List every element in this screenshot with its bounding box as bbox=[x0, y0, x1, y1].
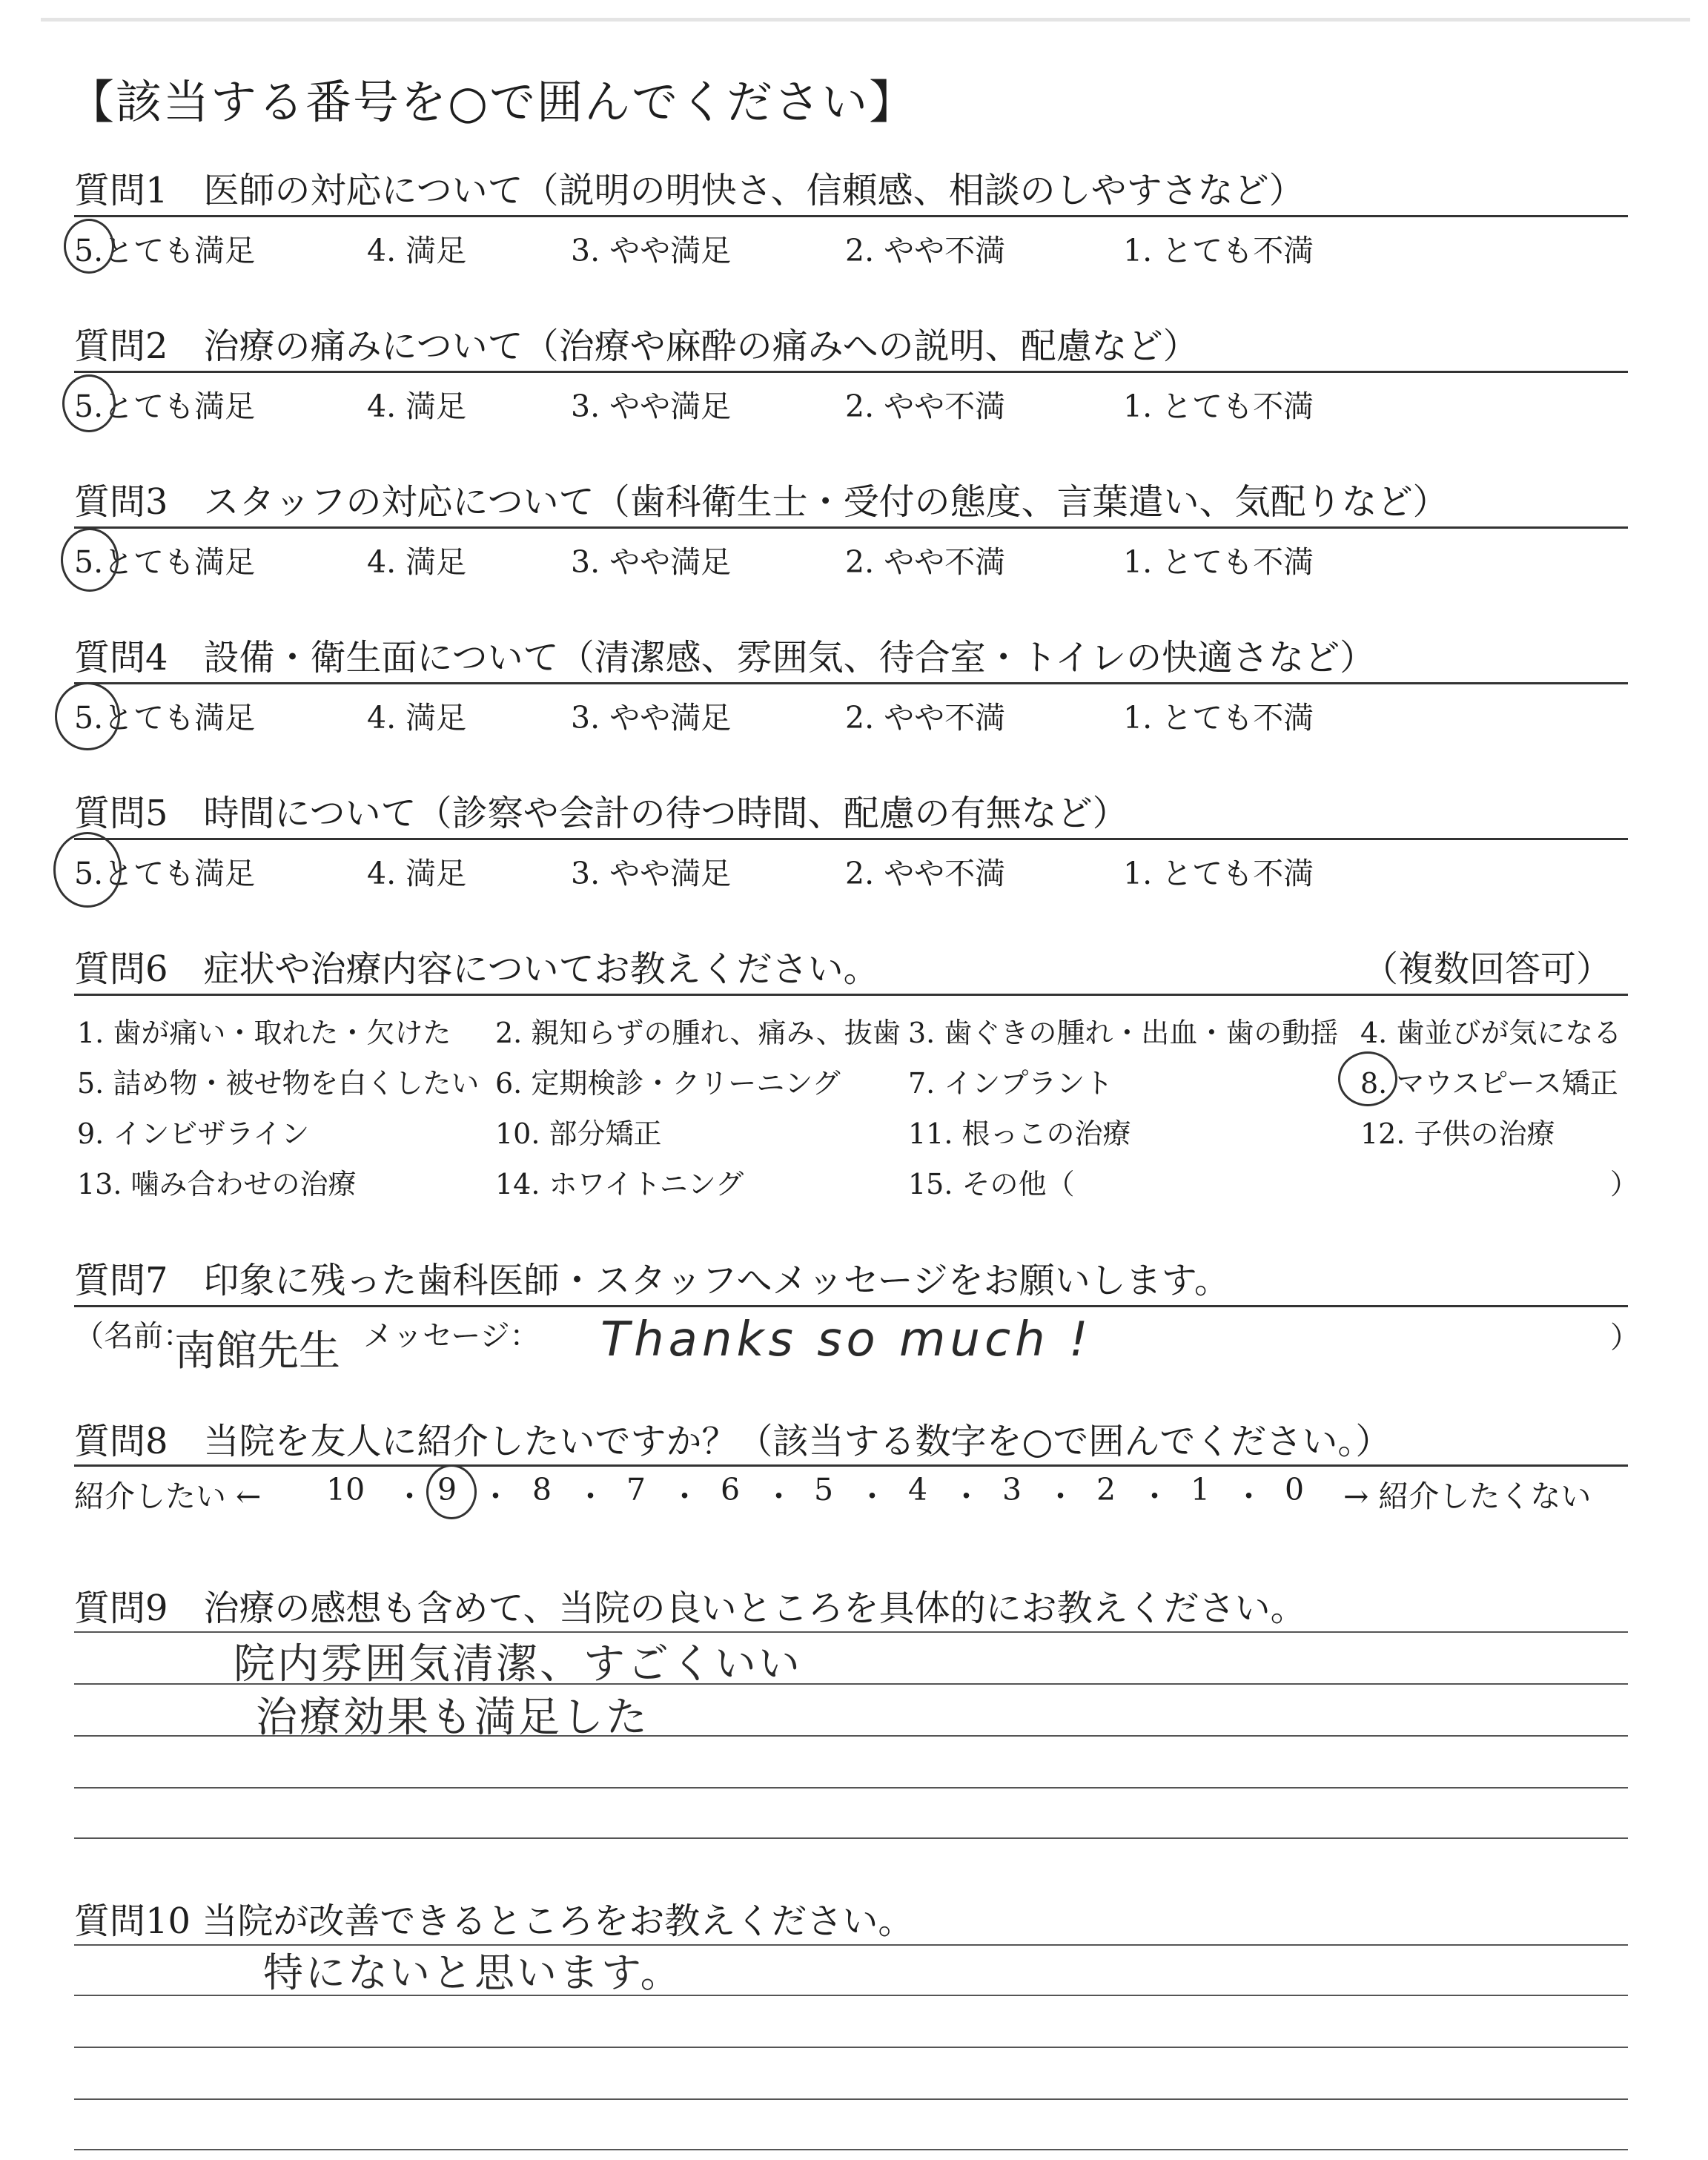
scale-dot: ・ bbox=[480, 1479, 511, 1514]
q5-option-5[interactable]: 5.とても満足 bbox=[74, 856, 256, 891]
q9-answer-line bbox=[74, 1787, 1628, 1789]
question-6: 質問6 症状や治療内容についてお教えください。 bbox=[74, 948, 879, 990]
scale-6[interactable]: 6 bbox=[721, 1472, 741, 1507]
question-10: 質問10 当院が改善できるところをお教えください。 bbox=[74, 1900, 914, 1942]
q1-option-5[interactable]: 5.とても満足 bbox=[74, 233, 256, 268]
question-1-rule bbox=[74, 215, 1628, 217]
scale-0[interactable]: 0 bbox=[1285, 1472, 1305, 1507]
question-7: 質問7 印象に残った歯科医師・スタッフへメッセージをお願いします。 bbox=[74, 1260, 1230, 1301]
question-5-rule bbox=[74, 838, 1628, 840]
q6-option-2[interactable]: 2. 親知らずの腫れ、痛み、抜歯 bbox=[495, 1017, 901, 1049]
question-7-rule bbox=[74, 1305, 1628, 1307]
q2-option-2[interactable]: 2. やや不満 bbox=[845, 389, 1006, 424]
q3-selection-circle bbox=[61, 528, 119, 592]
q3-option-1[interactable]: 1. とても不満 bbox=[1123, 544, 1314, 580]
scale-dot: ・ bbox=[1234, 1479, 1264, 1514]
message-label: メッセージ： bbox=[363, 1319, 540, 1353]
scale-9[interactable]: 9 bbox=[437, 1472, 457, 1507]
q10-answer-line bbox=[74, 2047, 1628, 2048]
q1-option-2[interactable]: 2. やや不満 bbox=[845, 233, 1006, 268]
scale-3[interactable]: 3 bbox=[1002, 1472, 1022, 1507]
q1-option-1[interactable]: 1. とても不満 bbox=[1123, 233, 1314, 268]
name-label: （名前： bbox=[74, 1319, 193, 1353]
question-6-rule bbox=[74, 994, 1628, 996]
question-4: 質問4 設備・衛生面について（清潔感、雰囲気、待合室・トイレの快適さなど） bbox=[74, 637, 1376, 678]
q10-handwritten-line-1[interactable]: 特にないと思います。 bbox=[263, 1949, 683, 1996]
q6-option-14[interactable]: 14. ホワイトニング bbox=[495, 1168, 744, 1200]
question-1: 質問1 医師の対応について（説明の明快さ、信頼感、相談のしやすさなど） bbox=[74, 170, 1305, 211]
q4-option-1[interactable]: 1. とても不満 bbox=[1123, 700, 1314, 736]
q2-option-4[interactable]: 4. 満足 bbox=[367, 389, 467, 424]
scale-4[interactable]: 4 bbox=[908, 1472, 928, 1507]
scale-2[interactable]: 2 bbox=[1096, 1472, 1116, 1507]
q2-option-1[interactable]: 1. とても不満 bbox=[1123, 389, 1314, 424]
q9-answer-line bbox=[74, 1837, 1628, 1839]
scale-dot: ・ bbox=[857, 1479, 887, 1514]
question-3-rule bbox=[74, 526, 1628, 529]
q1-option-3[interactable]: 3. やや満足 bbox=[571, 233, 732, 268]
q3-option-2[interactable]: 2. やや不満 bbox=[845, 544, 1006, 580]
recommend-left-label: 紹介したい ← bbox=[74, 1479, 262, 1514]
q3-option-4[interactable]: 4. 満足 bbox=[367, 544, 467, 580]
question-2-rule bbox=[74, 371, 1628, 373]
q6-option-8[interactable]: 8. マウスピース矯正 bbox=[1360, 1067, 1618, 1100]
q4-option-3[interactable]: 3. やや満足 bbox=[571, 700, 732, 736]
scale-dot: ・ bbox=[1045, 1479, 1076, 1514]
q5-option-4[interactable]: 4. 満足 bbox=[367, 856, 467, 891]
question-3: 質問3 スタッフの対応について（歯科衛生士・受付の態度、言葉遣い、気配りなど） bbox=[74, 481, 1449, 523]
question-8-rule bbox=[74, 1464, 1628, 1467]
question-2: 質問2 治療の痛みについて（治療や麻酔の痛みへの説明、配慮など） bbox=[74, 326, 1199, 367]
scale-7[interactable]: 7 bbox=[626, 1472, 646, 1507]
q4-option-4[interactable]: 4. 満足 bbox=[367, 700, 467, 736]
doctor-name-handwritten[interactable]: 南館先生 bbox=[174, 1327, 340, 1375]
q9-handwritten-line-2[interactable]: 治療効果も満足した bbox=[256, 1694, 649, 1742]
q10-answer-line bbox=[74, 2149, 1628, 2150]
scale-dot: ・ bbox=[669, 1479, 700, 1514]
scan-edge bbox=[41, 18, 1690, 22]
scale-1[interactable]: 1 bbox=[1191, 1472, 1211, 1507]
q4-option-2[interactable]: 2. やや不満 bbox=[845, 700, 1006, 736]
question-8: 質問8 当院を友人に紹介したいですか？（該当する数字を○で囲んでください。） bbox=[74, 1421, 1391, 1462]
q6-option-6[interactable]: 6. 定期検診・クリーニング bbox=[495, 1067, 841, 1100]
message-close-paren: ） bbox=[1610, 1321, 1640, 1355]
q2-option-5[interactable]: 5.とても満足 bbox=[74, 389, 256, 424]
message-handwritten[interactable]: Thanks so much ! bbox=[600, 1312, 1093, 1367]
scale-dot: ・ bbox=[1139, 1479, 1170, 1514]
scale-8[interactable]: 8 bbox=[532, 1472, 552, 1507]
q6-option-3[interactable]: 3. 歯ぐきの腫れ・出血・歯の動揺 bbox=[908, 1017, 1339, 1049]
multiple-answers-note: （複数回答可） bbox=[1363, 948, 1612, 990]
question-9: 質問9 治療の感想も含めて、当院の良いところを具体的にお教えください。 bbox=[74, 1588, 1306, 1629]
q2-option-3[interactable]: 3. やや満足 bbox=[571, 389, 732, 424]
scale-dot: ・ bbox=[764, 1479, 794, 1514]
q6-option-13[interactable]: 13. 噛み合わせの治療 bbox=[77, 1168, 357, 1200]
q6-option-1[interactable]: 1. 歯が痛い・取れた・欠けた bbox=[77, 1017, 451, 1049]
q6-option-11[interactable]: 11. 根っこの治療 bbox=[908, 1117, 1131, 1150]
q5-option-1[interactable]: 1. とても不満 bbox=[1123, 856, 1314, 891]
q4-option-5[interactable]: 5.とても満足 bbox=[74, 700, 256, 736]
scale-dot: ・ bbox=[575, 1479, 606, 1514]
q5-option-2[interactable]: 2. やや不満 bbox=[845, 856, 1006, 891]
q2-selection-circle bbox=[62, 374, 116, 432]
q8-selection-circle bbox=[426, 1464, 477, 1519]
q9-handwritten-line-1[interactable]: 院内雰囲気清潔、すごくいい bbox=[234, 1640, 802, 1688]
question-5: 質問5 時間について（診察や会計の待つ時間、配慮の有無など） bbox=[74, 793, 1128, 834]
page-title: 【該当する番号を○で囲んでください】 bbox=[68, 75, 917, 129]
scale-dot: ・ bbox=[951, 1479, 982, 1514]
q1-option-4[interactable]: 4. 満足 bbox=[367, 233, 467, 268]
recommend-right-label: → 紹介したくない bbox=[1343, 1479, 1592, 1514]
q6-option-12[interactable]: 12. 子供の治療 bbox=[1360, 1117, 1555, 1150]
question-4-rule bbox=[74, 682, 1628, 684]
q6-other-close-paren: ） bbox=[1610, 1168, 1639, 1200]
q3-option-3[interactable]: 3. やや満足 bbox=[571, 544, 732, 580]
q10-answer-line bbox=[74, 2098, 1628, 2100]
q6-option-5[interactable]: 5. 詰め物・被せ物を白くしたい bbox=[77, 1067, 480, 1100]
q6-option-4[interactable]: 4. 歯並びが気になる bbox=[1360, 1017, 1622, 1049]
q6-option-7[interactable]: 7. インプラント bbox=[908, 1067, 1113, 1100]
scale-dot: ・ bbox=[394, 1479, 425, 1514]
q1-selection-circle bbox=[64, 219, 114, 274]
q6-option-9[interactable]: 9. インビザライン bbox=[77, 1117, 310, 1150]
q5-option-3[interactable]: 3. やや満足 bbox=[571, 856, 732, 891]
q5-selection-circle bbox=[53, 832, 122, 908]
q6-option-10[interactable]: 10. 部分矯正 bbox=[495, 1117, 662, 1150]
q6-option-15[interactable]: 15. その他（ bbox=[908, 1168, 1075, 1200]
scale-10[interactable]: 10 bbox=[326, 1472, 365, 1507]
q4-selection-circle bbox=[55, 682, 120, 750]
q3-option-5[interactable]: 5.とても満足 bbox=[74, 544, 256, 580]
scale-5[interactable]: 5 bbox=[814, 1472, 834, 1507]
q6-selection-circle bbox=[1338, 1051, 1397, 1106]
